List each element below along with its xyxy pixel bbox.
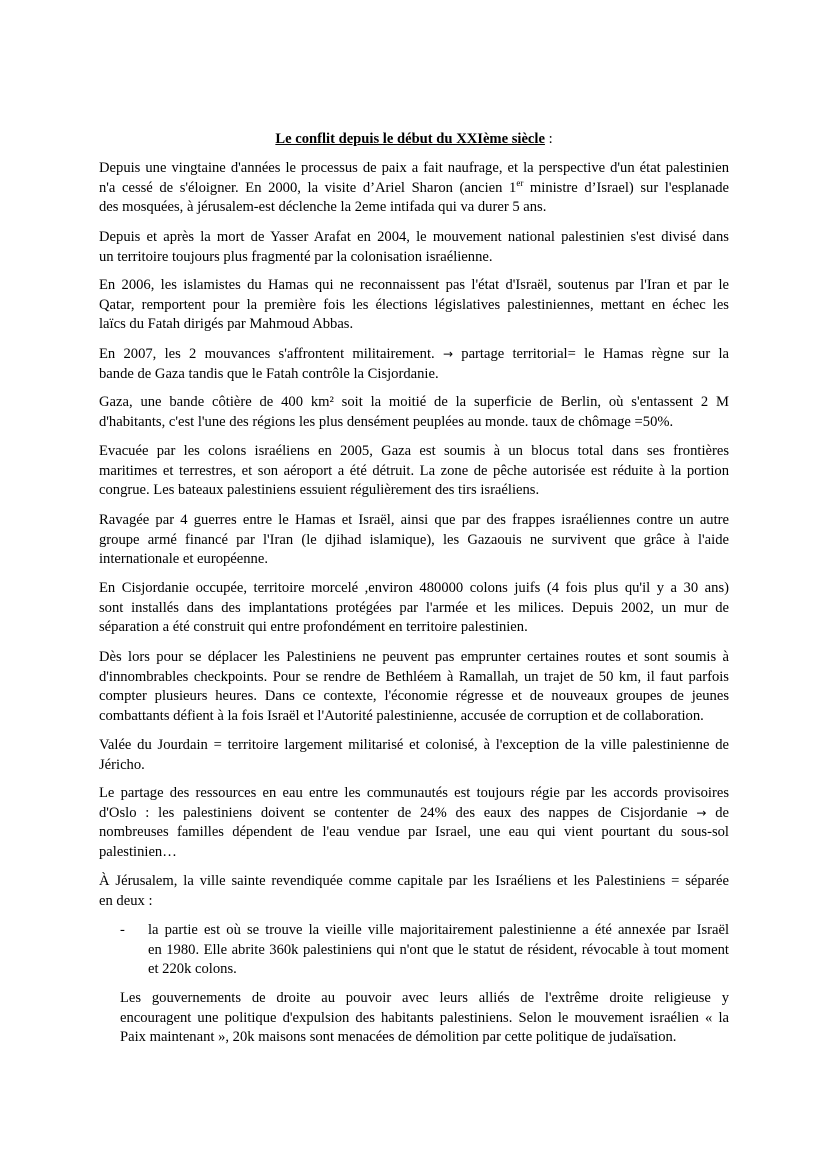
paragraph-jordan-valley <box>99 736 729 775</box>
text-segment: d'Oslo : les palestiniens doivent se contenter de 24% des eaux des nappes de Cisjordanie <box>99 804 688 821</box>
arrow-right-icon: → <box>696 805 707 820</box>
text-line: compter plusieurs heures. Dans ce contexte, l'économie régresse et de nouveaux groupes de jeunes <box>99 688 729 705</box>
text-line: des mosquées, à jérusalem-est déclenche la 2eme intifada qui va durer 5 ans. <box>99 199 547 216</box>
text-line: nombreuses familles dépendent de l'eau vendue par Israel, une eau qui vient pourtant du sous-sol <box>99 824 729 841</box>
document-title <box>0 130 828 149</box>
paragraph-arafat <box>99 228 729 267</box>
text-line: la partie est où se trouve la vieille ville majoritairement palestinienne a été annexée par Israël <box>148 922 729 938</box>
text-line: Valée du Jourdain = territoire largement militarisé et colonisé, à l'exception de la ville palestinienne de <box>99 737 729 753</box>
text-line: et 220k colons. <box>148 961 237 978</box>
text-line: Dès lors pour se déplacer les Palestiniens ne peuvent pas emprunter certaines routes et sont soumis à <box>99 649 729 665</box>
text-line <box>99 804 729 824</box>
text-line: congrue. Les bateaux palestiniens essuient régulièrement des tirs israéliens. <box>99 482 540 499</box>
text-line: en deux : <box>99 892 153 909</box>
text-line: combattants défient à la fois Israël et l'Autorité palestinienne, accusée de corruption et de collaboration. <box>99 707 704 724</box>
paragraph-2007-split <box>99 345 729 384</box>
text-segment: partage territorial= le Hamas règne sur la <box>453 346 729 362</box>
text-line: maritimes et terrestres, et son aéroport a été détruit. La zone de pêche autorisée est réduite à la portion <box>99 462 729 479</box>
text-line: Les gouvernements de droite au pouvoir avec leurs alliés de l'extrême droite religieuse y <box>120 990 729 1006</box>
text-line: laïcs du Fatah dirigés par Mahmoud Abbas. <box>99 316 354 333</box>
text-line: un territoire toujours plus fragmenté par la colonisation israélienne. <box>99 248 493 265</box>
text-line: encouragent une politique d'expulsion des habitants palestiniens. Selon le mouvement israélien « la <box>120 1009 729 1026</box>
text-line: internationale et européenne. <box>99 551 268 568</box>
paragraph-peace-process <box>99 159 729 218</box>
text-line: En 2006, les islamistes du Hamas qui ne reconnaissent pas l'état d'Israël, soutenus par l'Iran et par le <box>99 277 729 293</box>
arrow-right-icon: → <box>442 347 454 361</box>
title-colon: : <box>544 131 553 147</box>
text-line: Ravagée par 4 guerres entre le Hamas et Israël, ainsi que par des frappes israéliennes contre un autre <box>99 512 729 528</box>
text-line <box>99 179 729 199</box>
text-line: sont installés dans des implantations protégées par l'armée et les milices. Depuis 2002, un mur de <box>99 599 729 616</box>
text-line: Depuis et après la mort de Yasser Arafat en 2004, le mouvement national palestinien s'est divisé dans <box>99 229 729 245</box>
text-line: En Cisjordanie occupée, territoire morcelé ,environ 480000 colons juifs (4 fois plus qu'il y a 30 ans) <box>99 580 729 596</box>
text-line: groupe armé financé par l'Iran (le djihad islamique), les Gazaouis ne survivent que grâce à l'aide <box>99 531 729 548</box>
paragraph-gaza <box>99 393 729 432</box>
paragraph-hamas-2006 <box>99 276 729 335</box>
text-line: Gaza, une bande côtière de 400 km² soit la moitié de la superficie de Berlin, où s'entassent 2 M <box>99 394 729 410</box>
paragraph-blockade <box>99 442 729 501</box>
paragraph-jerusalem <box>99 872 729 911</box>
text-segment: de <box>706 804 729 821</box>
list-item-east-jerusalem <box>148 921 729 980</box>
paragraph-water <box>99 784 729 862</box>
title-text: Le conflit depuis le début du XXIème siècle <box>275 131 545 147</box>
text-line: Jéricho. <box>99 756 145 773</box>
text-line: d'innombrables checkpoints. Pour se rendre de Bethléem à Ramallah, un trajet de 50 km, il faut parfois <box>99 668 729 685</box>
text-line: Le partage des ressources en eau entre les communautés est toujours régie par les accords provisoires <box>99 785 729 801</box>
text-line: Paix maintenant », 20k maisons sont menacées de démolition par cette politique de judaïsation. <box>120 1029 677 1046</box>
paragraph-wars <box>99 511 729 570</box>
paragraph-checkpoints <box>99 648 729 726</box>
text-line <box>99 345 729 365</box>
text-line: Evacuée par les colons israéliens en 2005, Gaza est soumis à un blocus total dans ses frontières <box>99 443 729 459</box>
text-segment: En 2007, les 2 mouvances s'affrontent militairement. <box>99 346 435 362</box>
text-segment: ministre d’Israel) sur l'esplanade <box>523 179 729 196</box>
superscript: er <box>516 177 524 188</box>
paragraph-west-bank <box>99 579 729 638</box>
list-bullet: - <box>120 922 125 938</box>
text-line: palestinien… <box>99 843 177 860</box>
text-line: d'habitants, c'est l'une des régions les plus densément peuplées au monde. taux de chômage =50%. <box>99 413 674 430</box>
text-line: séparation a été construit qui entre profondément en territoire palestinien. <box>99 619 528 636</box>
text-line: Qatar, remportent pour la première fois les élections législatives palestiniennes, mettant en échec les <box>99 296 729 313</box>
paragraph-governments <box>120 989 729 1048</box>
text-line: Depuis une vingtaine d'années le processus de paix a fait naufrage, et la perspective d'un état palestinien <box>99 160 729 176</box>
text-line: en 1980. Elle abrite 360k palestiniens qui n'ont que le statut de résident, révocable à tout moment <box>148 941 729 958</box>
text-segment: n'a cessé de s'éloigner. En 2000, la visite d’Ariel Sharon (ancien 1 <box>99 179 517 196</box>
text-line: bande de Gaza tandis que le Fatah contrôle la Cisjordanie. <box>99 365 439 382</box>
text-line: À Jérusalem, la ville sainte revendiquée comme capitale par les Israéliens et les Palestiniens = séparée <box>99 873 729 889</box>
